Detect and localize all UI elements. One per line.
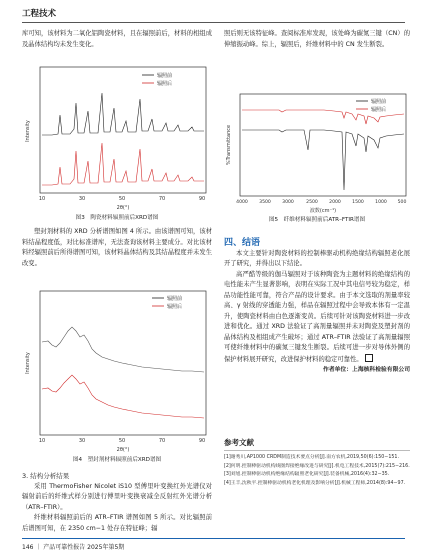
left-mid-paragraph: 塑封剂材料的 XRD 分析谱图如图 4 所示。由该谱图可知，该材料结晶程度低，对比标准谱库，无法查询该材料主要成分。对比该材料经辐照前后所得谱图可知，该材料晶体结构及其结晶程度并未发生改变。	[22, 228, 212, 267]
reference-item: [1]谢秀川,AP1000 CRDM制造技术要点分析[J].南方农机,2019,50(6):150−151.	[224, 455, 400, 460]
footer-rule	[22, 538, 405, 539]
fig4-xlabel: 2θ(°)	[116, 447, 130, 453]
left-bottom-paragraph-1: 采用 ThermoFisher Nicolet iS10 型傅里叶变换红外光谱仪对辐射前后的纤维式样分别进行傅里叶变换衰减全反射红外光谱分析（ATR–FTIR）。	[22, 482, 212, 511]
fig3-legend-after: 辐照后	[157, 81, 173, 87]
figure-5	[224, 90, 410, 223]
fig5-xtick: 1500	[352, 200, 364, 205]
reference-item: [2]何明.控制棒驱动机构线圈焊接绝缘改进与研究[J].机电工程技术,2015(7):215−216.	[224, 463, 410, 469]
left-bottom-paragraph-2: 纤维材料辐照前后的 ATR–FTIR 谱图如图 5 所示。对比辐照前后谱图可知，在 2350 cm−1 处存在特征峰；辐	[22, 514, 212, 532]
fig5-legend	[356, 98, 386, 113]
fig4-series-before	[42, 327, 204, 372]
fig4-legend	[152, 295, 182, 310]
conclusion-paragraph-2-text: 高严酷等级的伽马辐照对于该种陶瓷为主题材料的绝缘结构的电性能未产生显著影响，表明在实际工况中其电信号较为稳定，样品功能性能可靠，符合产品的设计要求。由于本文选取的剂量率较高、γ 射线的穿透能力强，样品在辐照过程中会导致本体有一定温升，使陶瓷材料由白色逐渐变黄。后续可针对该陶瓷材料进一步改进和优化。通过 XRD 法验证了高剂量辐照并未对陶瓷及塑封剂的晶体结构及相组成产生破坏；通过 ATR–FTIR 法验证了高剂量辐照可使纤维材料中的碳氮三键发生断裂。后续可进一步对导体外侧的保护材料展开研究，改进保护材料的稳定可靠性。	[224, 270, 410, 363]
fig5-caption: 图5 纤维材料辐照前后ATR–FTIR谱图	[268, 217, 366, 223]
figure-4	[22, 287, 212, 463]
page-footer: 146 ｜ 产品可靠性报告 2025年第5期	[22, 544, 125, 551]
fig5-xtick: 3000	[282, 200, 294, 205]
fig3-caption: 图3 陶瓷材料辐照前后XRD谱图	[75, 215, 159, 221]
fig3-xlabel: 2θ(°)	[116, 205, 130, 211]
figure-3	[22, 63, 212, 221]
fig5-legend-after: 辐照后	[371, 107, 387, 113]
author-affiliation: 作者单位：上海核科检验有限公司	[323, 367, 410, 373]
fig5-xtick: 4000	[236, 200, 248, 205]
header-rule	[22, 22, 405, 23]
conclusion-paragraph-2	[224, 270, 410, 366]
conclusion-heading: 四、结语	[224, 238, 261, 248]
fig5-xlabel: 波数(cm⁻¹)	[309, 208, 337, 214]
fig3-xtick: 30	[78, 196, 86, 202]
fig5-xtick: 2000	[329, 200, 341, 205]
fig4-legend-before: 辐照前	[167, 296, 183, 302]
left-top-paragraph: 库可知，该材料为二氧化铝陶瓷材料，且在辐照前后，材料的相组成及晶体结构均未发生变化。	[22, 30, 212, 48]
fig4-xtick: 90	[198, 438, 206, 444]
references-block	[224, 437, 410, 488]
end-mark-icon	[365, 354, 373, 362]
conclusion-paragraph-1: 本文主要针对陶瓷材料的控制棒驱动机构绝缘结构辐照老化展开了研究，并得出以下结论。	[224, 249, 410, 267]
fig3-xtick: 90	[198, 196, 206, 202]
fig4-xrd-plot	[22, 287, 212, 455]
fig5-ylabel: %Transmittance	[226, 124, 232, 166]
fig5-xtick: 500	[397, 200, 407, 205]
structure-heading: 3. 结构分析结果	[22, 472, 70, 480]
reference-item: [4]王丰,沈秋平.控制棒驱动机构老化机理及影响分析[J].机械工程师,2014(8):94−97.	[224, 480, 406, 486]
fig3-xrd-plot	[22, 63, 212, 213]
fig4-caption: 图4 塑封剂材料辐照前后XRD谱图	[72, 457, 162, 463]
fig4-legend-after: 辐照后	[167, 304, 183, 310]
journal-section-header: 工程技术	[22, 9, 57, 19]
fig4-xtick: 10	[38, 438, 46, 444]
fig3-legend-before: 辐照前	[157, 73, 173, 79]
fig5-xtick: 3500	[259, 200, 271, 205]
left-top-text-block	[22, 29, 212, 50]
fig5-ftir-plot	[224, 90, 410, 215]
left-mid-text-block	[22, 227, 212, 269]
fig4-xtick: 30	[78, 438, 86, 444]
references-heading: 参考文献	[224, 437, 410, 451]
fig3-xtick: 50	[118, 196, 126, 202]
right-top-paragraph: 照后则无该特征峰。查阅标准库发现，该处峰为碳氮三键（CN）的伸缩振动峰。综上，辐照后，纤维材料中的 CN 发生断裂。	[224, 30, 410, 48]
fig5-series-before	[242, 130, 404, 190]
fig4-series-after	[42, 375, 204, 418]
fig3-series-before	[42, 93, 204, 135]
left-bottom-text-block	[22, 471, 212, 534]
fig3-series-after	[42, 143, 204, 185]
fig4-xtick: 70	[158, 438, 166, 444]
fig5-xtick: 1000	[375, 200, 387, 205]
fig5-legend-before: 辐照前	[371, 99, 387, 105]
fig3-legend	[142, 72, 172, 87]
reference-item: [3]刘旭.控制棒驱动机构绝缘结构辐照老化研究[J].装备机械,2016(4):32−35.	[224, 472, 390, 478]
fig3-xtick: 70	[158, 196, 166, 202]
fig4-xtick: 50	[118, 438, 126, 444]
right-top-text-block	[224, 29, 410, 50]
fig3-ylabel: Intensity	[25, 120, 31, 142]
fig3-xtick: 10	[38, 196, 46, 202]
fig4-ylabel: Intensity	[25, 352, 31, 374]
fig5-xtick: 2500	[306, 200, 318, 205]
conclusion-block	[224, 238, 410, 376]
